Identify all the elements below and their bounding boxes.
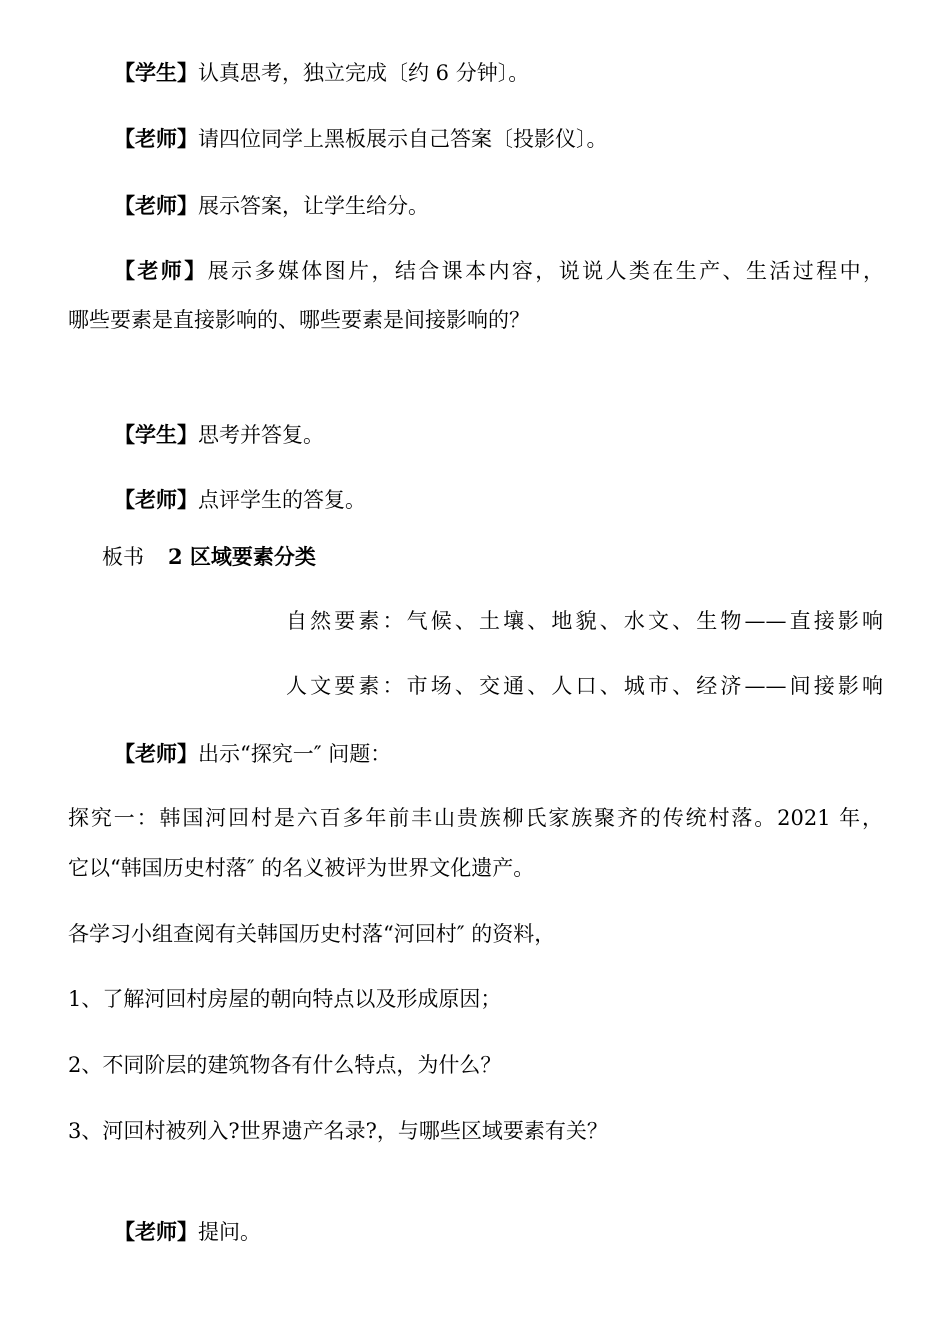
paragraph-teacher-board xyxy=(114,128,608,150)
paragraph-text: 请四位同学上黑板展示自己答案〔投影仪〕。 xyxy=(198,127,608,151)
speaker-tag: 【学生】 xyxy=(114,422,198,447)
speaker-tag: 【老师】 xyxy=(114,126,198,151)
board-human-factors xyxy=(286,676,883,697)
explore-one-line1 xyxy=(68,808,883,829)
explore-one-text: 探究一：韩国河回村是六百多年前丰山贵族柳氏家族聚齐的传统村落。2021 年， xyxy=(68,806,883,830)
paragraph-text: 展示多媒体图片，结合课本内容，说说人类在生产、生活过程中， xyxy=(207,259,884,283)
paragraph-text: 出示“探究一″ 问题： xyxy=(198,742,392,766)
paragraph-student-answer xyxy=(114,424,324,446)
board-heading xyxy=(102,546,316,568)
explore-question-2 xyxy=(68,1055,501,1076)
paragraph-student-think xyxy=(114,62,529,84)
question-text: 3、河回村被列入?世界遗产名录?，与哪些区域要素有关？ xyxy=(68,1119,608,1143)
paragraph-text: 思考并答复。 xyxy=(198,423,324,447)
paragraph-teacher-multimedia-line2 xyxy=(68,310,530,331)
paragraph-text: 点评学生的答复。 xyxy=(198,488,366,512)
speaker-tag: 【老师】 xyxy=(114,741,198,766)
explore-one-line2 xyxy=(68,858,534,879)
board-label: 板书 xyxy=(102,545,144,569)
board-title: 2 区域要素分类 xyxy=(168,544,316,569)
explore-task-text: 各学习小组查阅有关韩国历史村落“河回村″ 的资料， xyxy=(68,922,556,946)
paragraph-teacher-answers xyxy=(114,195,429,217)
explore-question-1 xyxy=(68,989,501,1010)
question-text: 1、了解河回村房屋的朝向特点以及形成原因； xyxy=(68,987,502,1011)
paragraph-text: 哪些要素是直接影响的、哪些要素是间接影响的？ xyxy=(68,308,530,332)
speaker-tag: 【老师】 xyxy=(114,1219,198,1244)
speaker-tag: 【老师】 xyxy=(114,258,208,283)
explore-task xyxy=(68,924,555,945)
speaker-tag: 【学生】 xyxy=(114,60,198,85)
board-human-text: 人文要素：市场、交通、人口、城市、经济——间接影响 xyxy=(286,674,883,698)
paragraph-text: 展示答案，让学生给分。 xyxy=(198,194,429,218)
paragraph-teacher-explore-intro xyxy=(114,743,391,765)
speaker-tag: 【老师】 xyxy=(114,193,198,218)
explore-one-text: 它以“韩国历史村落″ 的名义被评为世界文化遗产。 xyxy=(68,856,535,880)
explore-question-3 xyxy=(68,1121,608,1142)
board-natural-factors xyxy=(286,611,883,632)
paragraph-teacher-question xyxy=(114,1221,261,1243)
paragraph-text: 认真思考，独立完成〔约 6 分钟〕。 xyxy=(198,61,530,85)
speaker-tag: 【老师】 xyxy=(114,487,198,512)
paragraph-text: 提问。 xyxy=(198,1220,261,1244)
question-text: 2、不同阶层的建筑物各有什么特点，为什么？ xyxy=(68,1053,502,1077)
paragraph-teacher-comment xyxy=(114,489,366,511)
board-natural-text: 自然要素：气候、土壤、地貌、水文、生物——直接影响 xyxy=(286,609,883,633)
paragraph-teacher-multimedia-line1 xyxy=(114,260,884,282)
